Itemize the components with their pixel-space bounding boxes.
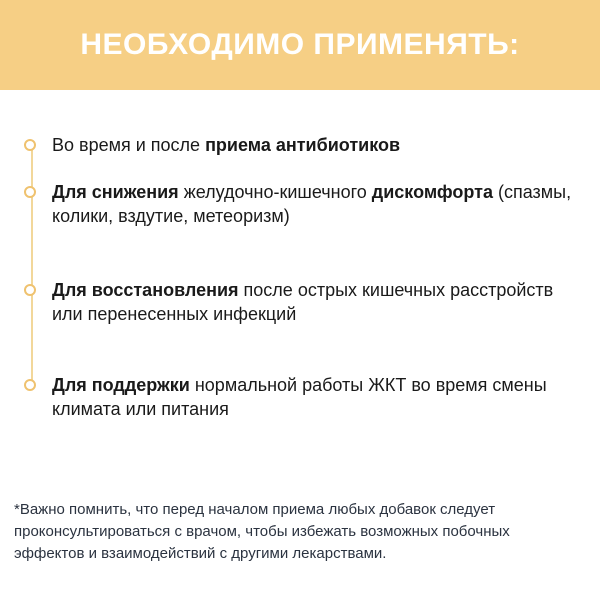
text-segment-bold: приема антибиотиков — [205, 135, 401, 155]
text-segment: после острых кишечных расстройств или перенесенных инфекций — [52, 280, 554, 324]
bullet-circle-icon — [24, 284, 36, 296]
text-segment: желудочно-кишечного — [178, 182, 372, 202]
page-title: НЕОБХОДИМО ПРИМЕНЯТЬ: — [80, 28, 520, 61]
bullet-circle-icon — [24, 139, 36, 151]
text-segment: Во время и после — [52, 135, 206, 155]
bullet-circle-icon — [24, 379, 36, 391]
text-segment-bold: Для поддержки — [52, 375, 190, 395]
list-item-text — [52, 180, 572, 228]
text-segment-bold: дискомфорта — [371, 182, 493, 202]
list-item-text — [52, 373, 572, 421]
list-item-text — [52, 133, 572, 157]
text-segment-bold: Для снижения — [52, 182, 179, 202]
text-segment: нормальной работы ЖКТ во время смены климата или питания — [52, 375, 547, 419]
text-segment-bold: Для восстановления — [52, 280, 239, 300]
timeline-line — [31, 145, 33, 385]
list-item-text — [52, 278, 572, 326]
bullet-circle-icon — [24, 186, 36, 198]
text-segment: (спазмы, колики, вздутие, метеоризм) — [52, 182, 572, 226]
footnote-text: *Важно помнить, что перед началом приема любых добавок следует проконсультироваться с врачом, чтобы избежать возможных побочных эффектов и взаимодействий с другими лекарствами. — [14, 501, 510, 562]
